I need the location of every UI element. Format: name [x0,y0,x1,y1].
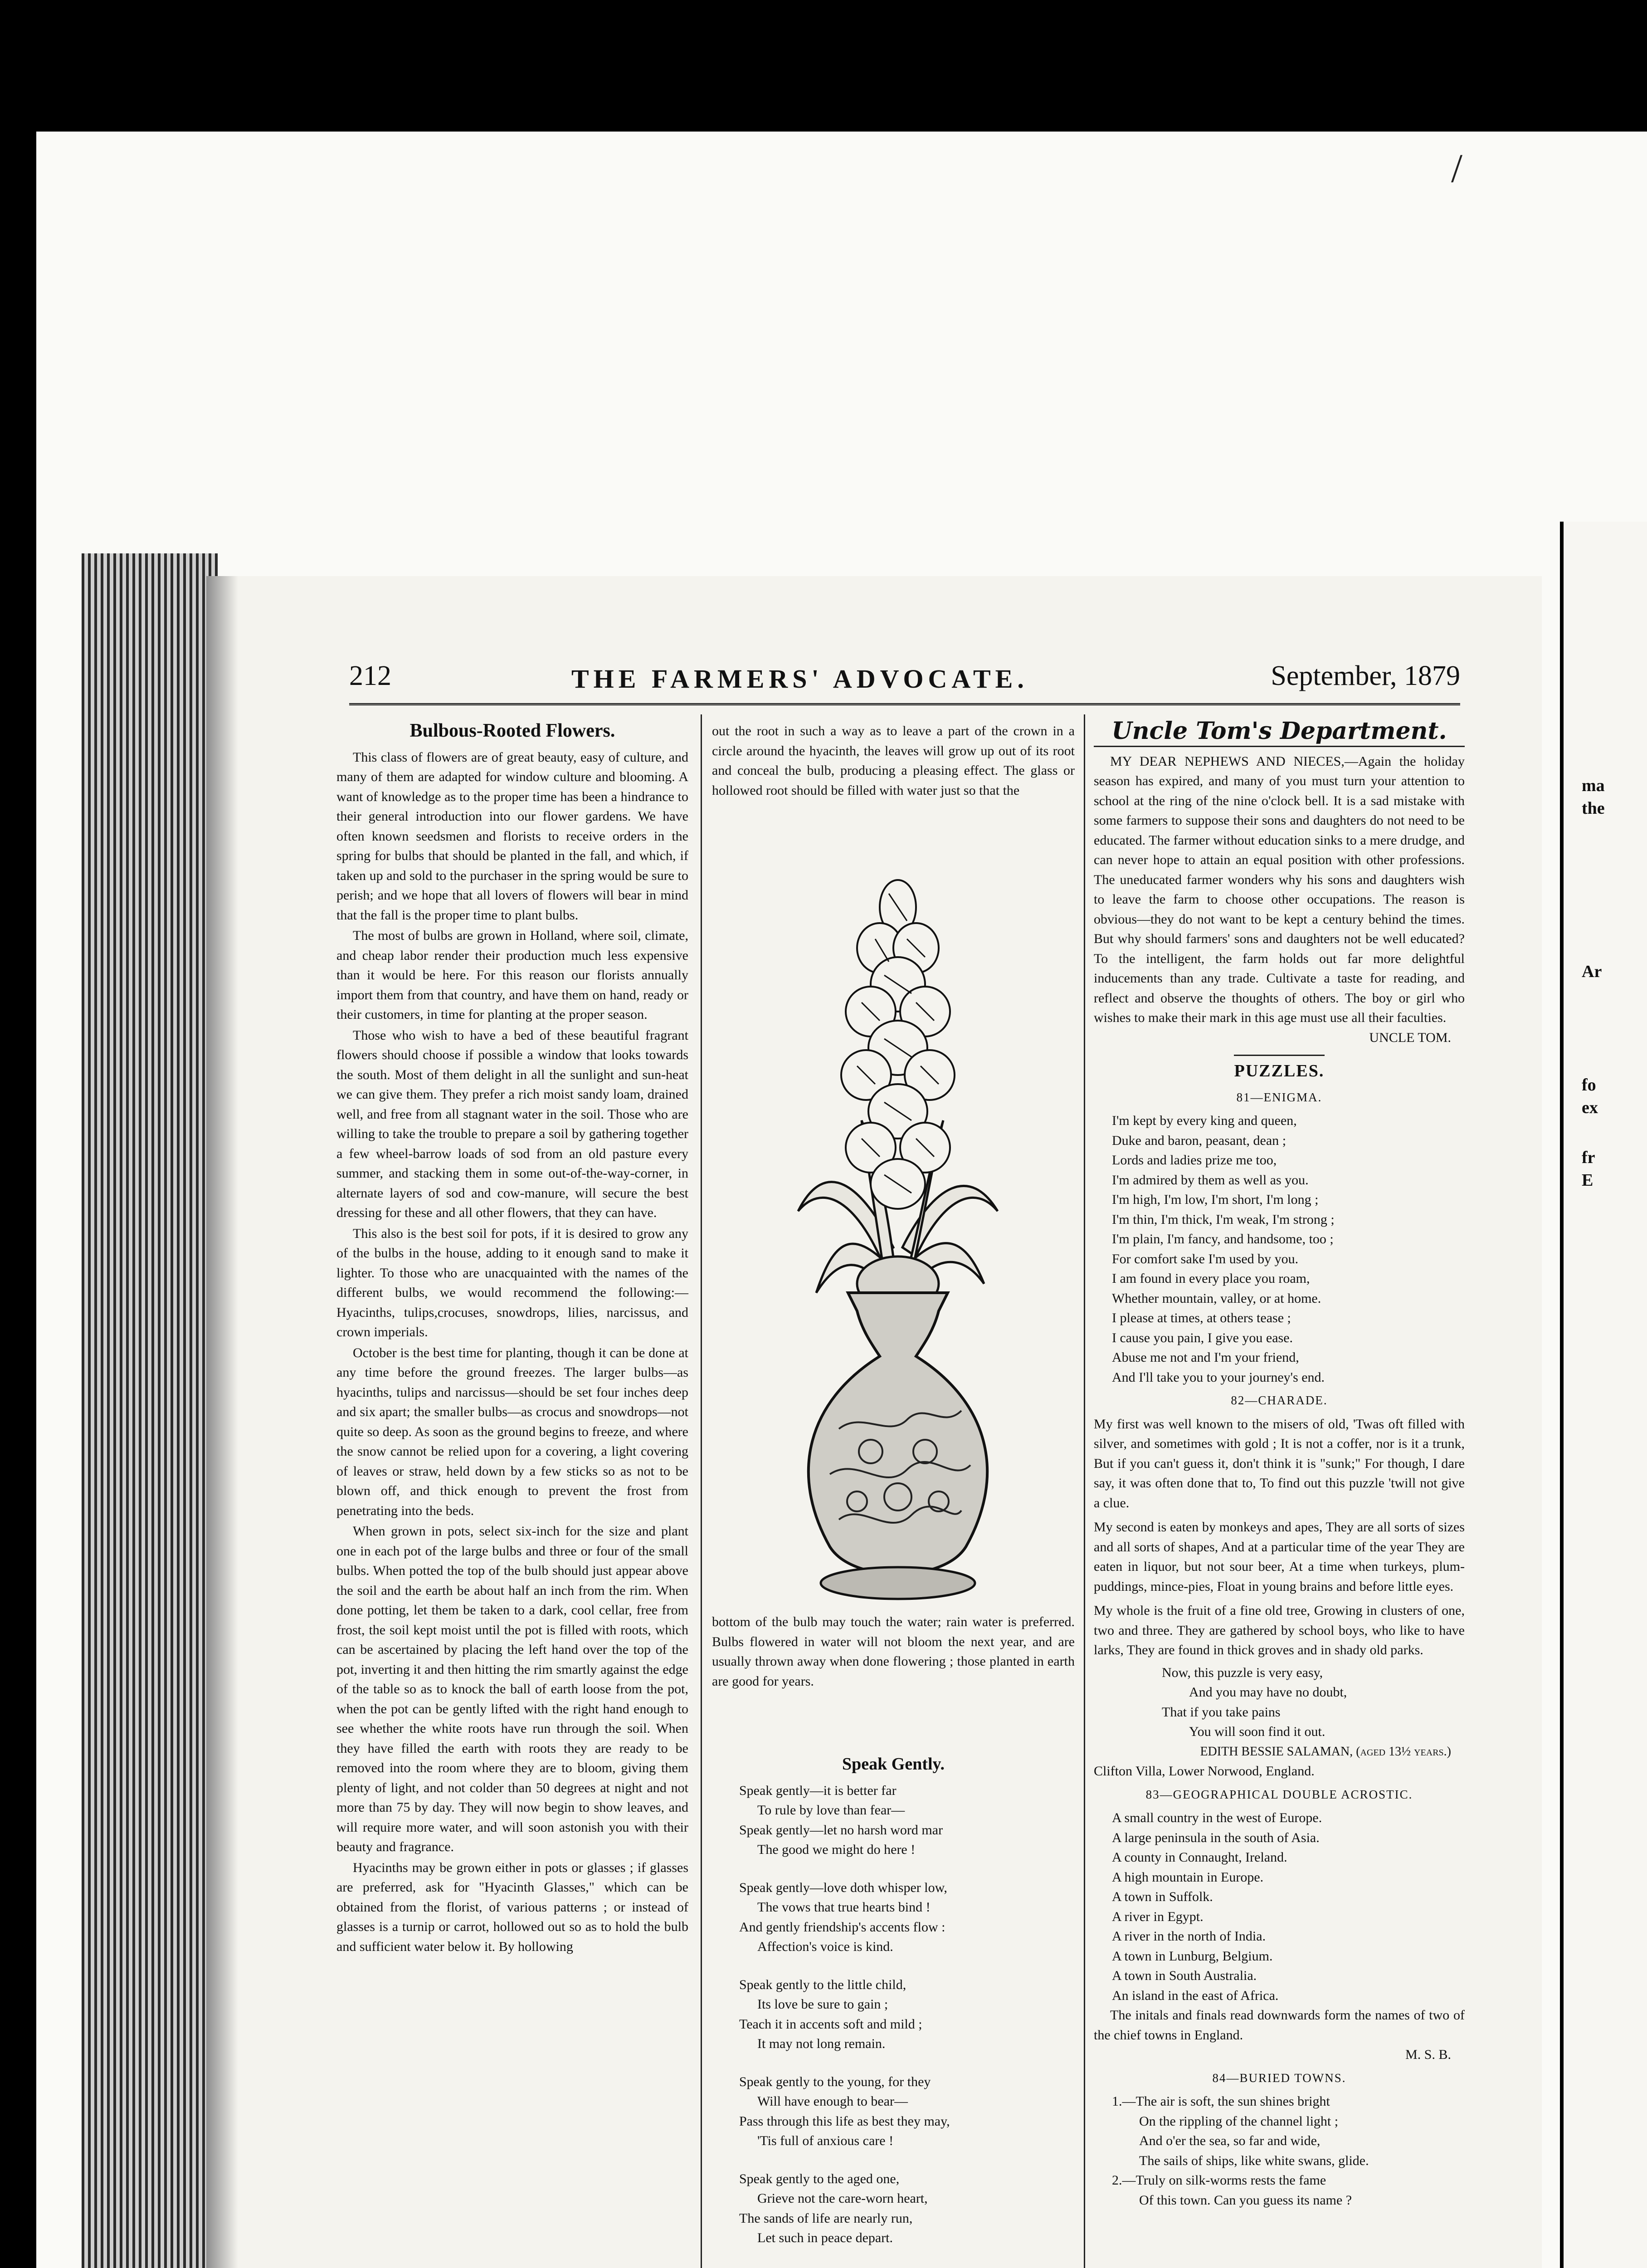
poem-line: Speak gently to the little child, [739,1977,906,1992]
book-page-edges [82,553,218,2268]
acrostic-line: A river in Egypt. [1112,1909,1204,1924]
verse-line: And o'er the sea, so far and wide, [1139,2133,1321,2148]
verse-line: On the rippling of the channel light ; [1139,2113,1339,2129]
column-uncle-tom [1094,717,1465,2210]
verse-line: That if you take pains [1162,1704,1281,1720]
puzzles-title: PUZZLES. [1234,1061,1325,1080]
verse-line: I'm plain, I'm fancy, and handsome, too ; [1112,1232,1334,1246]
verse-line: Lords and ladies prize me too, [1112,1153,1277,1168]
article-paragraph: This also is the best soil for pots, if it is desired to grow any of the bulbs in the house, adding to it enough sand to make it lighter. To those who are unacquainted with the names of the different bulbs, we would recommend the following:—Hyacinths, tulips,crocuses, snowdrops, lilies, narcissus, and crown imperials. [336,1226,688,1339]
verse-line: And I'll take you to your journey's end. [1112,1369,1325,1385]
column-rule [1084,714,1085,2268]
binding-shadow [206,576,238,2268]
page-number: 212 [349,660,391,691]
poem-line: Speak gently—let no harsh word mar [739,1822,943,1838]
issue-date: September, 1879 [1271,660,1460,691]
buried-towns-1 [1094,2092,1465,2170]
margin-mark: / [1451,146,1463,191]
next-page-fragment: fo [1582,1075,1596,1095]
next-page-fragment: ma [1582,776,1605,795]
verse-line: I please at times, at others tease ; [1112,1310,1291,1325]
verse-line: I am found in every place you roam, [1112,1271,1310,1286]
charade-address: Clifton Villa, Lower Norwood, England. [1094,1764,1315,1779]
charade-paragraph: My whole is the fruit of a fine old tree, Growing in clusters of one, two and three. They are gathered by school boys, who like to have larks, They are found in thick groves and in shady old parks. [1094,1603,1465,1657]
verse-line: 1.—The air is soft, the sun shines bright [1112,2094,1330,2109]
verse-line: The sails of ships, like white swans, glide. [1139,2153,1369,2168]
header-rule [349,703,1460,705]
charade-paragraph: My second is eaten by monkeys and apes, They are all sorts of sizes and all sorts of shapes, And at a particular time of the year They are eaten in liquor, but not sour beer, At a time when turkeys, plum-puddings, mince-pies, Float in young brains and before little eyes. [1094,1520,1465,1594]
department-title: Uncle Tom's Department. [1094,721,1465,747]
next-page-fragment: Ar [1582,962,1602,981]
acrostic-line: An island in the east of Africa. [1112,1988,1279,2003]
poem-line: Will have enough to bear— [757,2094,908,2109]
poem-line: And gently friendship's accents flow : [739,1919,945,1935]
next-page-fragment: ex [1582,1098,1598,1117]
article-paragraph: Those who wish to have a bed of these beautiful fragrant flowers should choose if possible a window that looks towards the south. Most of them delight in all the sunlight and sun-heat we can give them. They prefer a rich moist sandy loam, drained well, and free from all stagnant water in the soil. Those who are willing to take the trouble to prepare a soil by gathering together a few wheel-barrow loads of sod from an old pasture every summer, and stacking them in some out-of-the-way-corner, in alternate layers of sod and cow-manure, will secure the best dressing for these and all other flowers, that they can have. [336,1027,688,1220]
verse-line: Now, this puzzle is very easy, [1162,1665,1323,1680]
poem-line: Speak gently—it is better far [739,1783,897,1798]
poem-line: Teach it in accents soft and mild ; [739,2016,922,2032]
verse-line: Abuse me not and I'm your friend, [1112,1350,1299,1365]
verse-line: For comfort sake I'm used by you. [1112,1251,1299,1266]
acrostic-lines [1094,1808,1465,2005]
poem-line: Affection's voice is kind. [757,1939,893,1954]
poem-line: Speak gently to the aged one, [739,2171,900,2186]
poem-line: The good we might do here ! [757,1842,916,1857]
poem-line: To rule by love than fear— [757,1803,905,1818]
acrostic-note: The initals and finals read downwards form the names of two of the chief towns in England. [1094,2008,1465,2043]
column-rule [701,714,702,2268]
buried-towns-label: 84—BURIED TOWNS. [1212,2071,1346,2085]
enigma-verse [1094,1111,1465,1387]
poem-line: Pass through this life as best they may, [739,2113,950,2129]
poem-line: 'Tis full of anxious care ! [757,2133,894,2148]
acrostic-signature: M. S. B. [1405,2047,1451,2062]
poem-stanza [739,1781,1075,1860]
poem-line: Its love be sure to gain ; [757,1997,888,2012]
next-page-fragment: fr [1582,1148,1595,1167]
acrostic-line: A town in South Australia. [1112,1968,1257,1983]
article-continuation: bottom of the bulb may touch the water; rain water is preferred. Bulbs flowered in water will not bloom the next year, and are usually thrown away when done flowering ; those planted in earth are good for years. [712,1614,1075,1689]
article-title: Bulbous-Rooted Flowers. [409,720,615,741]
article-continuation: out the root in such a way as to leave a part of the crown in a circle around the hyacinth, the leaves will grow up out of its root and conceal the bulb, producing a pleasing effect. The glass or hollowed root should be filled with water just so that the [712,723,1075,798]
divider [1234,1055,1325,1056]
charade-label: 82—CHARADE. [1231,1393,1328,1407]
hyacinth-vase-illustration [771,839,1025,1624]
poem-stanza [739,2266,1075,2268]
article-paragraph: October is the best time for planting, though it can be done at any time before the ground freezes. The larger bulbs—as hyacinths, tulips and narcissus—should be set four inches deep and six apart; the smaller bulbs—as crocus and snowdrops—not quite so deep. As soon as the ground begins to freeze, and where the snow cannot be relied upon for a covering, a light covering of leaves or straw, held down by a few sticks so as not to be blown off, and thick enough to prevent the frost from penetrating into the beds. [336,1345,688,1518]
publication-title: THE FARMERS' ADVOCATE. [571,664,1028,694]
poem-stanza [739,1975,1075,2054]
article-paragraph: This class of flowers are of great beauty, easy of culture, and many of them are adapted for window culture and blooming. A want of knowledge as to the proper time has been a hindrance to their general introduction into our flower gardens. We have often known seedsmen and florists to receive orders in the spring for bulbs that should be planted in the fall, and which, if taken up and sold to the purchaser in the spring would be sure to perish; and we hope that all lovers of flowers will bear in mind that the fall is the proper time to plant bulbs. [336,749,688,923]
poem-line: It may not long remain. [757,2036,886,2051]
poem-line: The vows that true hearts bind ! [757,1900,931,1915]
verse-line: Of this town. Can you guess its name ? [1139,2192,1352,2208]
article-paragraph: When grown in pots, select six-inch for the size and plant one in each pot of the large bulbs and three or four of the small bulbs. When potted the top of the bulb should just appear above the soil and the earth be about half an inch from the rim. When done potting, let them be taken to a dark, cool cellar, free from frost, the soil kept moist until the pot is filled with roots, which can be ascertained by placing the left hand over the top of the pot, inverting it and then hitting the rim smartly against the edge of the table so as to knock the ball of earth loose from the pot, when the pot can be gently lifted with the right hand enough to see whether the white roots have run through the soil. When they have filled the earth with roots they are ready to be removed into the room where they are to bloom, giving them plenty of light, and not colder than 50 degrees at night and not more than 75 by day. They will now begin to show leaves, and will require more water, and will soon astonish you with their beauty and fragrance. [336,1524,688,1854]
article-paragraph: The most of bulbs are grown in Holland, where soil, climate, and cheap labor render their production much less expensive than it would be here. For this reason our florists annually import them from that country, and have them on hand, ready or their customers, in time for planting at the proper season. [336,928,688,1022]
acrostic-line: A small country in the west of Europe. [1112,1810,1322,1825]
charade-closing [1094,1663,1465,1742]
poem-line: Speak gently—love doth whisper low, [739,1880,947,1895]
next-page-edge [1560,522,1647,2268]
verse-line: I'm admired by them as well as you. [1112,1172,1309,1188]
uncle-tom-signature: UNCLE TOM. [1369,1030,1451,1045]
acrostic-line: A large peninsula in the south of Asia. [1112,1830,1320,1845]
buried-towns-2 [1094,2170,1465,2210]
poem-stanza [739,2169,1075,2248]
poem-stanza [739,2072,1075,2151]
poem-stanza [739,1878,1075,1957]
article-paragraph: Hyacinths may be grown either in pots or glasses ; if glasses are preferred, ask for "Hyacinth Glasses," which can be obtained from the florist, of various patterns ; or instead of glasses is a turnip or carrot, hollowed out so as to hold the bulb and sufficient water below it. By hollowing [336,1860,688,1954]
acrostic-line: A town in Suffolk. [1112,1889,1213,1904]
verse-line: I'm high, I'm low, I'm short, I'm long ; [1112,1192,1319,1207]
acrostic-line: A town in Lunburg, Belgium. [1112,1948,1273,1964]
poem-speak-gently [712,1781,1075,2268]
charade-paragraph: My first was well known to the misers of old, 'Twas oft filled with silver, and sometimes with gold ; It is not a coffer, nor is it a trunk, But if you can't guess it, don't think it is "sunk;" For though, I dare say, it was often done that to, To find out this puzzle 'twill not give a clue. [1094,1416,1465,1510]
poem-line: The sands of life are nearly run, [739,2210,913,2226]
acrostic-line: A high mountain in Europe. [1112,1869,1264,1885]
verse-line: I'm thin, I'm thick, I'm weak, I'm strong ; [1112,1212,1335,1227]
verse-line: And you may have no doubt, [1189,1685,1347,1700]
acrostic-label: 83—GEOGRAPHICAL DOUBLE ACROSTIC. [1145,1787,1413,1801]
poem-line: Let such in peace depart. [757,2230,893,2245]
verse-line: Whether mountain, valley, or at home. [1112,1290,1321,1306]
verse-line: You will soon find it out. [1189,1724,1325,1739]
poem-line: Grieve not the care-worn heart, [757,2191,928,2206]
verse-line: 2.—Truly on silk-worms rests the fame [1112,2173,1326,2188]
poem-line [739,2266,1075,2268]
column-bulbs [336,721,688,1956]
charade-author: EDITH BESSIE SALAMAN, (aged 13½ years.) [1200,1744,1451,1759]
verse-line: I'm kept by every king and queen, [1112,1113,1297,1128]
verse-line: Duke and baron, peasant, dean ; [1112,1133,1286,1148]
verse-line: I cause you pain, I give you ease. [1112,1330,1293,1345]
uncle-tom-letter: MY DEAR NEPHEWS AND NIECES,—Again the holiday season has expired, and many of you must turn your attention to school at the ring of the nine o'clock bell. It is a sad mistake with some farmers to suppose their sons and daughters do not need to be educated. The farmer without education sinks to a mere drudge, and can never hope to attain an equal position with other professions. The uneducated farmer wonders why his sons and daughters wish to leave the farm to choose other occupations. The reason is obvious—they do not want to be kept a century behind the times. But why should farmers' sons and daughters not be well educated? To the intelligent, the farm holds out far more delightful inducements than any trade. Cultivate a taste for reading, and reflect and observe the thoughts of others. The boy or girl who wishes to make their mark in this age must use all their faculties. [1094,753,1465,1025]
next-page-fragment: E [1582,1171,1593,1190]
page-header [349,660,1460,692]
poem-line: Speak gently to the young, for they [739,2074,931,2089]
enigma-label: 81—ENIGMA. [1236,1090,1322,1104]
acrostic-line: A river in the north of India. [1112,1929,1266,1944]
next-page-fragment: the [1582,799,1605,818]
poem-title: Speak Gently. [842,1755,945,1774]
acrostic-line: A county in Connaught, Ireland. [1112,1850,1287,1865]
